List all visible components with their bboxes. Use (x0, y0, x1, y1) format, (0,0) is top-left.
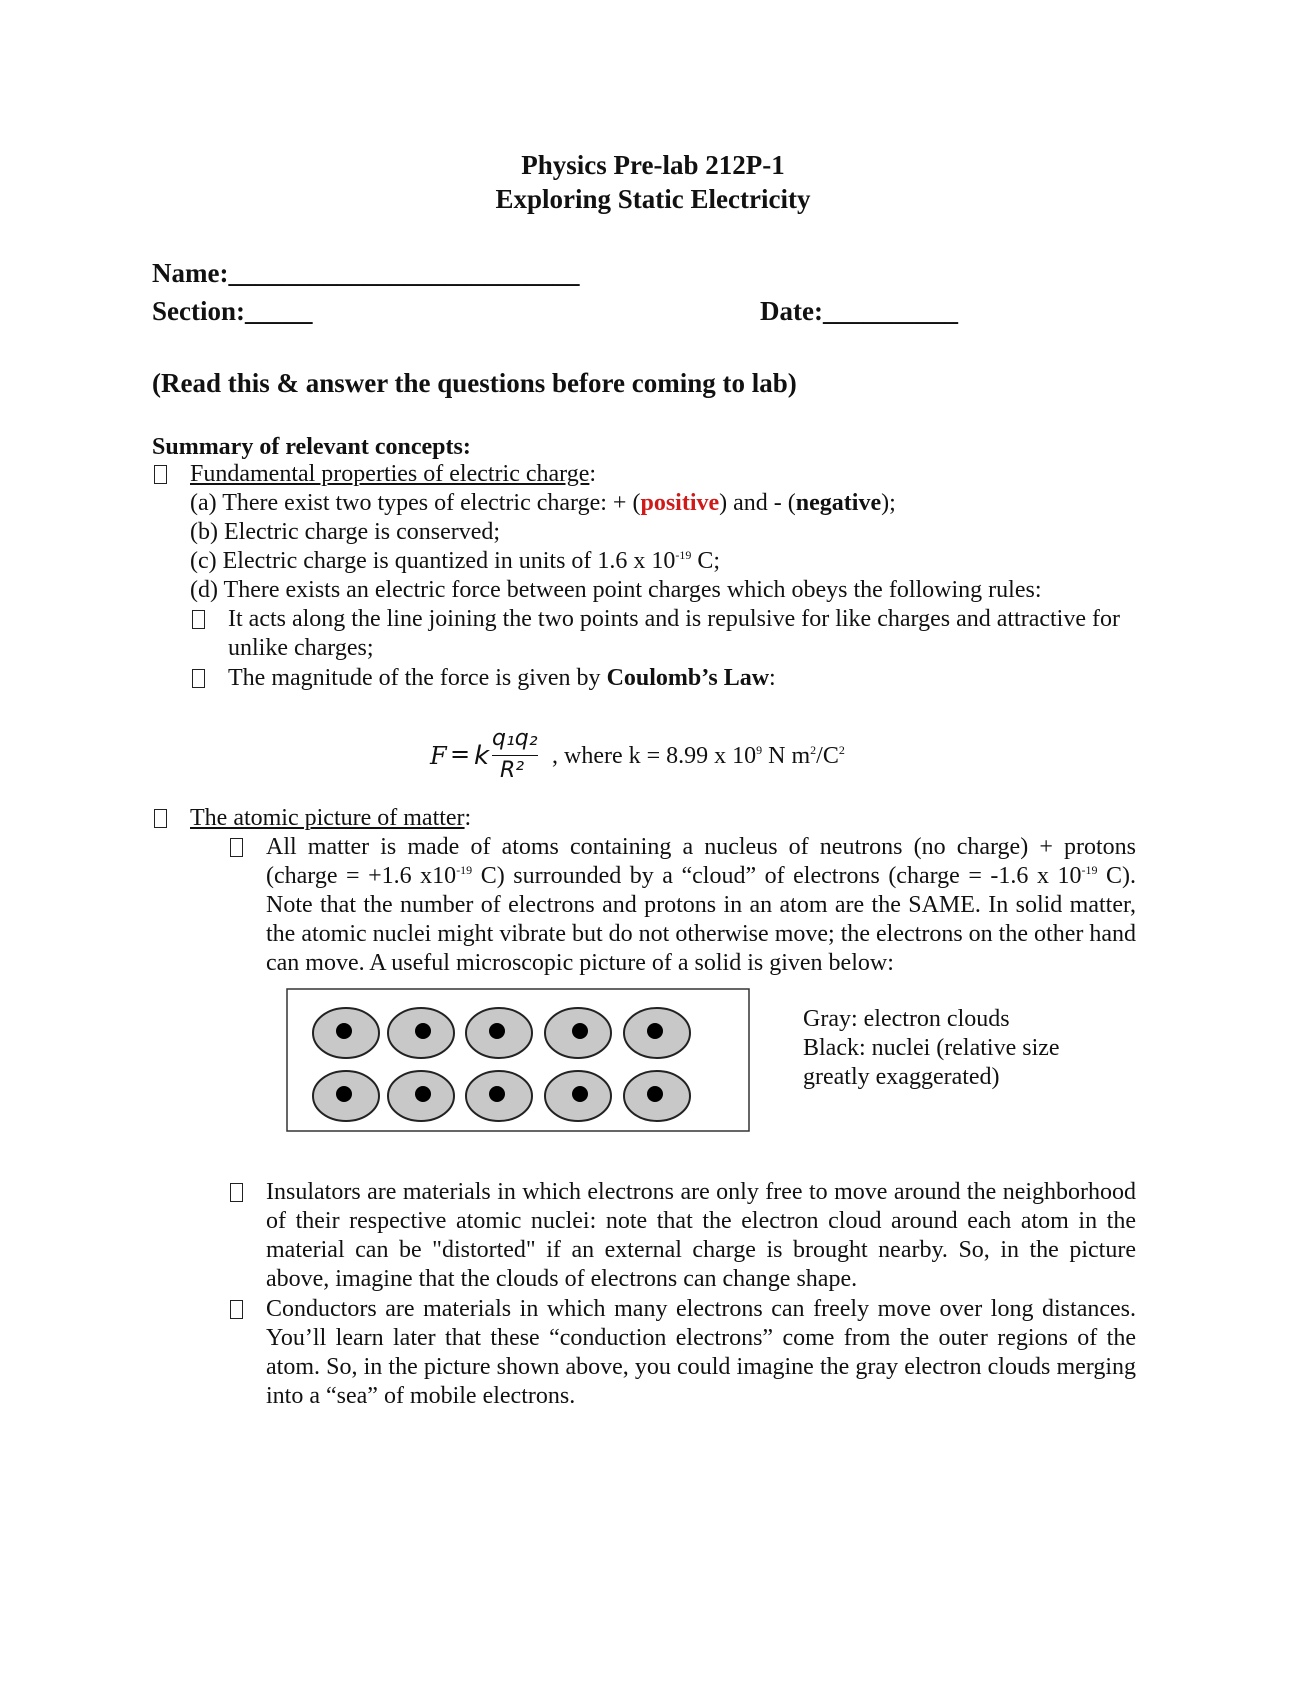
formula-numerator: q₁q₂ (492, 726, 538, 751)
name-field (152, 258, 579, 289)
constant-unit: N m (762, 743, 811, 769)
nucleus (336, 1023, 352, 1039)
name-blank: __________________________ (228, 258, 580, 288)
nucleus (336, 1086, 352, 1102)
diagram-legend (803, 1005, 1063, 1092)
nucleus (647, 1086, 663, 1102)
property-d: (d) There exists an electric force between point charges which obeys the following rules: (190, 577, 1042, 603)
document-title-line2: Exploring Static Electricity (495, 184, 811, 214)
nucleus (572, 1086, 588, 1102)
bullet-box-icon (230, 836, 243, 865)
formula-force: F (430, 742, 447, 770)
nucleus (489, 1086, 505, 1102)
bullet-box-icon (154, 463, 167, 492)
section2-heading-colon: : (464, 805, 472, 831)
formula-constant (552, 742, 845, 771)
property-c-unit: C; (691, 548, 721, 574)
property-c (190, 547, 720, 576)
formula-k: k (474, 741, 490, 771)
rule-2-colon: : (769, 665, 776, 691)
conductors-paragraph: Conductors are materials in which many electrons can freely move over long distances. You’ll learn later that these “conduction electrons” come from the outer regions of the atom. So, in the picture shown above, you could imagine the gray electron clouds merging into a “sea” of mobile electrons. (266, 1296, 1136, 1409)
property-b: (b) Electric charge is conserved; (190, 519, 501, 545)
bullet-box-icon (192, 608, 205, 637)
date-field (760, 296, 958, 327)
property-c-text: (c) Electric charge is quantized in units of 1.6 x 10 (190, 548, 676, 574)
formula-denominator: R² (500, 758, 525, 783)
document-title-line1: Physics Pre-lab 212P-1 (521, 150, 785, 180)
formula-equals: = (450, 740, 471, 768)
summary-heading: Summary of relevant concepts: (152, 434, 471, 460)
atoms-text-3: C). Note that the number of electrons and protons in an atom are the SAME. In solid matter, the atomic nuclei might vibrate but do not otherwise move; the electrons on the other hand can move. A useful microscopic picture of a solid is given below: (266, 863, 1137, 976)
bullet-box-icon (230, 1298, 243, 1327)
constant-text: , where k = 8.99 x 10 (552, 743, 757, 769)
atoms-text-2: C) surrounded by a “cloud” of electrons (charge = -1.6 x 10 (472, 863, 1082, 889)
prelab-notice: (Read this & answer the questions before coming to lab) (152, 368, 797, 398)
atoms-paragraph (266, 833, 1136, 978)
nucleus (415, 1086, 431, 1102)
coulomb-formula (430, 728, 850, 792)
bullet-box-icon (230, 1181, 243, 1210)
section-field (152, 296, 312, 327)
fraction-bar (492, 755, 538, 756)
rule-2-text: The magnitude of the force is given by (228, 665, 607, 691)
legend-gray: Gray: electron clouds (803, 1006, 1010, 1032)
bullet-box-icon (192, 667, 205, 696)
bullet-box-icon (154, 807, 167, 836)
proton-exponent: -19 (456, 863, 473, 877)
date-label: Date: (760, 296, 823, 326)
property-c-exponent: -19 (675, 548, 692, 562)
atoms-text-1: All matter is made of atoms containing a nucleus of neutrons (no charge) + protons (charge = +1.6 x10 (266, 834, 1136, 889)
property-a-end: ); (881, 490, 896, 516)
property-a (190, 489, 896, 518)
nucleus (572, 1023, 588, 1039)
name-label: Name: (152, 258, 229, 288)
property-a-text: (a) There exist two types of electric charge: + ( (190, 490, 641, 516)
coulombs-law-label: Coulomb’s Law (606, 665, 770, 691)
nucleus (647, 1023, 663, 1039)
legend-black: Black: nuclei (relative size greatly exaggerated) (803, 1035, 1060, 1090)
section2-heading-text: The atomic picture of matter (190, 805, 465, 831)
section1-heading-text: Fundamental properties of electric charge (190, 461, 590, 487)
section-label: Section: (152, 296, 245, 326)
electron-exponent: -19 (1081, 863, 1098, 877)
date-blank: __________ (822, 296, 958, 326)
positive-label: positive (640, 490, 720, 516)
section2-heading (190, 804, 471, 833)
section1-heading-colon: : (589, 461, 597, 487)
section1-heading (190, 460, 596, 489)
section-blank: _____ (244, 296, 313, 326)
property-a-mid: ) and - ( (719, 490, 796, 516)
nucleus (415, 1023, 431, 1039)
solid-atoms-diagram (286, 988, 750, 1132)
negative-label: negative (795, 490, 882, 516)
insulators-paragraph: Insulators are materials in which electrons are only free to move around the neighborhood of their respective atomic nuclei: note that the electron cloud around each atom in the material can be "distorted" if an external charge is brought nearby. So, in the picture above, imagine that the clouds of electrons can change shape. (266, 1179, 1136, 1292)
constant-exponent: 9 (756, 743, 763, 757)
unit-exponent-c: 2 (838, 743, 845, 757)
rule-1: It acts along the line joining the two points and is repulsive for like charges and attractive for unlike charges; (228, 606, 1120, 661)
constant-unit-c: /C (816, 743, 839, 769)
nucleus (489, 1023, 505, 1039)
unit-exponent-m: 2 (810, 743, 817, 757)
rule-2 (228, 664, 776, 693)
